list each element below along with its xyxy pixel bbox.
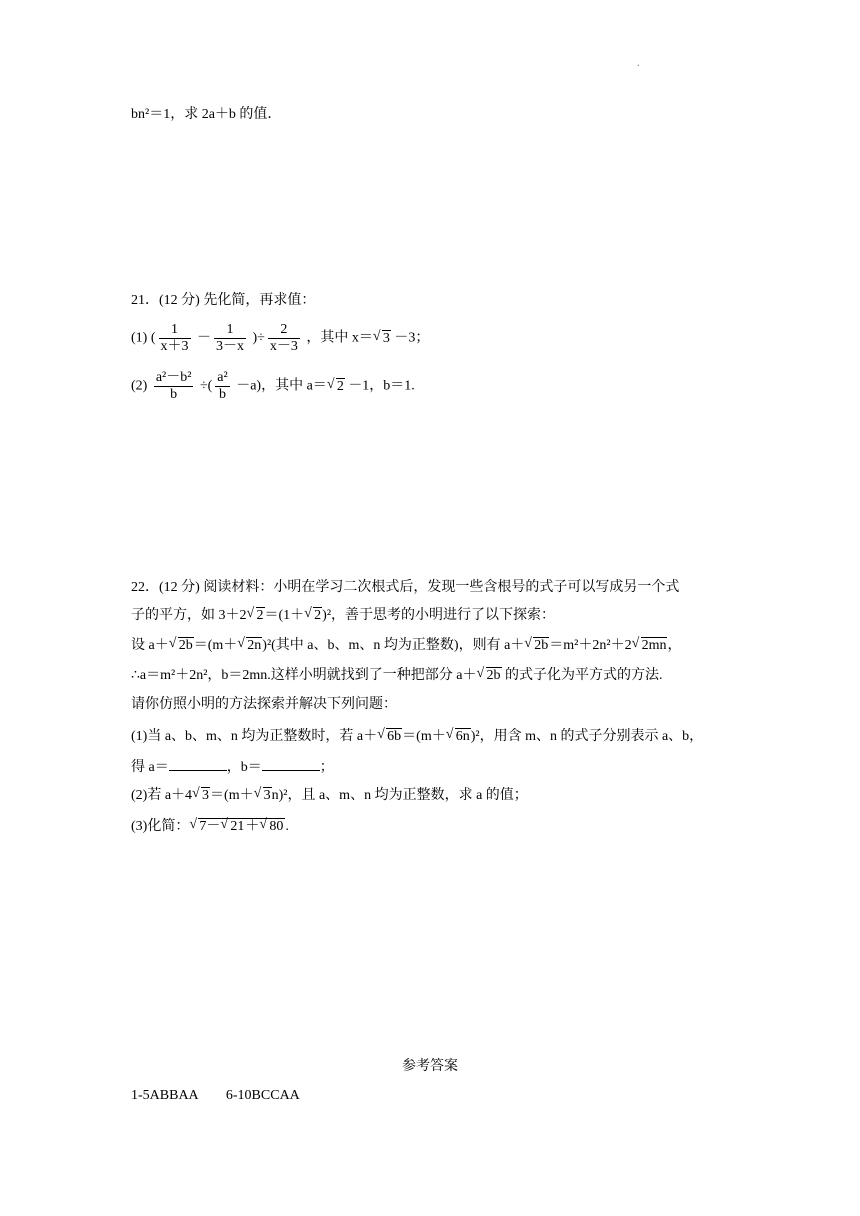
q22-line9: (3)化简： √ 7－ √ 21＋ √ 80 . xyxy=(131,817,289,837)
sqrt-icon: √ 21 xyxy=(220,817,245,834)
sqrt-icon: √ 3 xyxy=(253,786,271,803)
sqrt-icon: √ 2b xyxy=(168,636,193,653)
header-dot: . xyxy=(637,58,640,69)
q22-line6: (1)当 a、b、m、n 均为正整数时，若 a＋ √ 6b＝(m＋ √ 6n)²，用含 m、n 的式子分别表示 a、b， xyxy=(131,727,703,747)
answer-blank-a xyxy=(169,756,227,771)
sqrt-icon: √ 2b xyxy=(476,666,501,683)
q21-title: 21．(12 分) 先化简，再求值： xyxy=(131,293,316,308)
answers-line: 1-5ABBAA 6-10BCCAA xyxy=(131,1088,300,1103)
sqrt-icon: √ 2mn xyxy=(631,636,667,653)
q21p2-frac1: $\frac{\text{a²－b²}}{b}$ xyxy=(155,370,192,402)
q21p1-frac3: $\frac{2}{x-3}$ xyxy=(269,322,298,354)
sqrt-icon: √ 2n xyxy=(237,636,262,653)
q21-part1: (1) ( $\frac{1}{x+3}$ － $\frac{1}{3-x}$ )÷ $\frac{2}{x-3}$ ，其中 x＝ √ 3 －3； xyxy=(131,322,430,354)
q21p1-frac1: $\frac{1}{x+3}$ xyxy=(160,322,189,354)
sqrt-icon: √ 2b xyxy=(524,636,549,653)
nested-sqrt: √ 7－ √ 21＋ √ 80 xyxy=(189,817,285,837)
answer-blank-b xyxy=(262,756,320,771)
q20-tail: bn²＝1，求 2a＋b 的值． xyxy=(131,107,282,122)
sqrt-icon: √ 6n xyxy=(445,727,470,744)
sqrt-icon: √ 2 xyxy=(304,606,322,623)
q22-line2: 子的平方，如 3＋2 √ 2＝(1＋ √ 2)²，善于思考的小明进行了以下探索： xyxy=(131,606,555,626)
q21p2-label: (2) xyxy=(131,378,151,394)
q21-part2: (2) $\frac{\text{a²－b²}}{b}$ ÷( $\frac{\text{a²}}{b}$ －a)，其中 a＝ √ 2 －1，b＝1. xyxy=(131,370,415,402)
q22-line5: 请你仿照小明的方法探索并解决下列问题： xyxy=(131,697,397,712)
sqrt-icon: √ 2 xyxy=(246,606,264,623)
q21p1-frac2: $\frac{1}{3-x}$ xyxy=(216,322,244,354)
q22-line3: 设 a＋ √ 2b＝(m＋ √ 2n)²(其中 a、b、m、n 均为正整数)，则有 a＋ √ 2b＝m²＋2n²＋2 √ 2mn， xyxy=(131,636,681,656)
sqrt-icon: √ 80 xyxy=(259,817,284,834)
sqrt-2: √ 2 xyxy=(326,376,344,394)
q22-line8: (2)若 a＋4 √ 3＝(m＋ √ 3n)²，且 a、m、n 均为正整数，求 a 的值； xyxy=(131,786,528,806)
sqrt-3: √ 3 xyxy=(372,328,390,346)
sqrt-icon: √ 6b xyxy=(377,727,402,744)
q21p2-frac2: $\frac{\text{a²}}{b}$ xyxy=(217,370,228,402)
answers-title: 参考答案 xyxy=(402,1059,458,1074)
q22-line7: 得 a＝ ，b＝ ； xyxy=(131,756,334,778)
q22-line1: 22．(12 分) 阅读材料：小明在学习二次根式后，发现一些含根号的式子可以写成另一个式 xyxy=(131,580,680,595)
q22-line4: ∴a＝m²＋2n²，b＝2mn.这样小明就找到了一种把部分 a＋ √ 2b 的式子化为平方式的方法. xyxy=(131,666,663,686)
q21p1-label: (1) ( xyxy=(131,330,156,346)
sqrt-icon: √ 3 xyxy=(192,786,210,803)
